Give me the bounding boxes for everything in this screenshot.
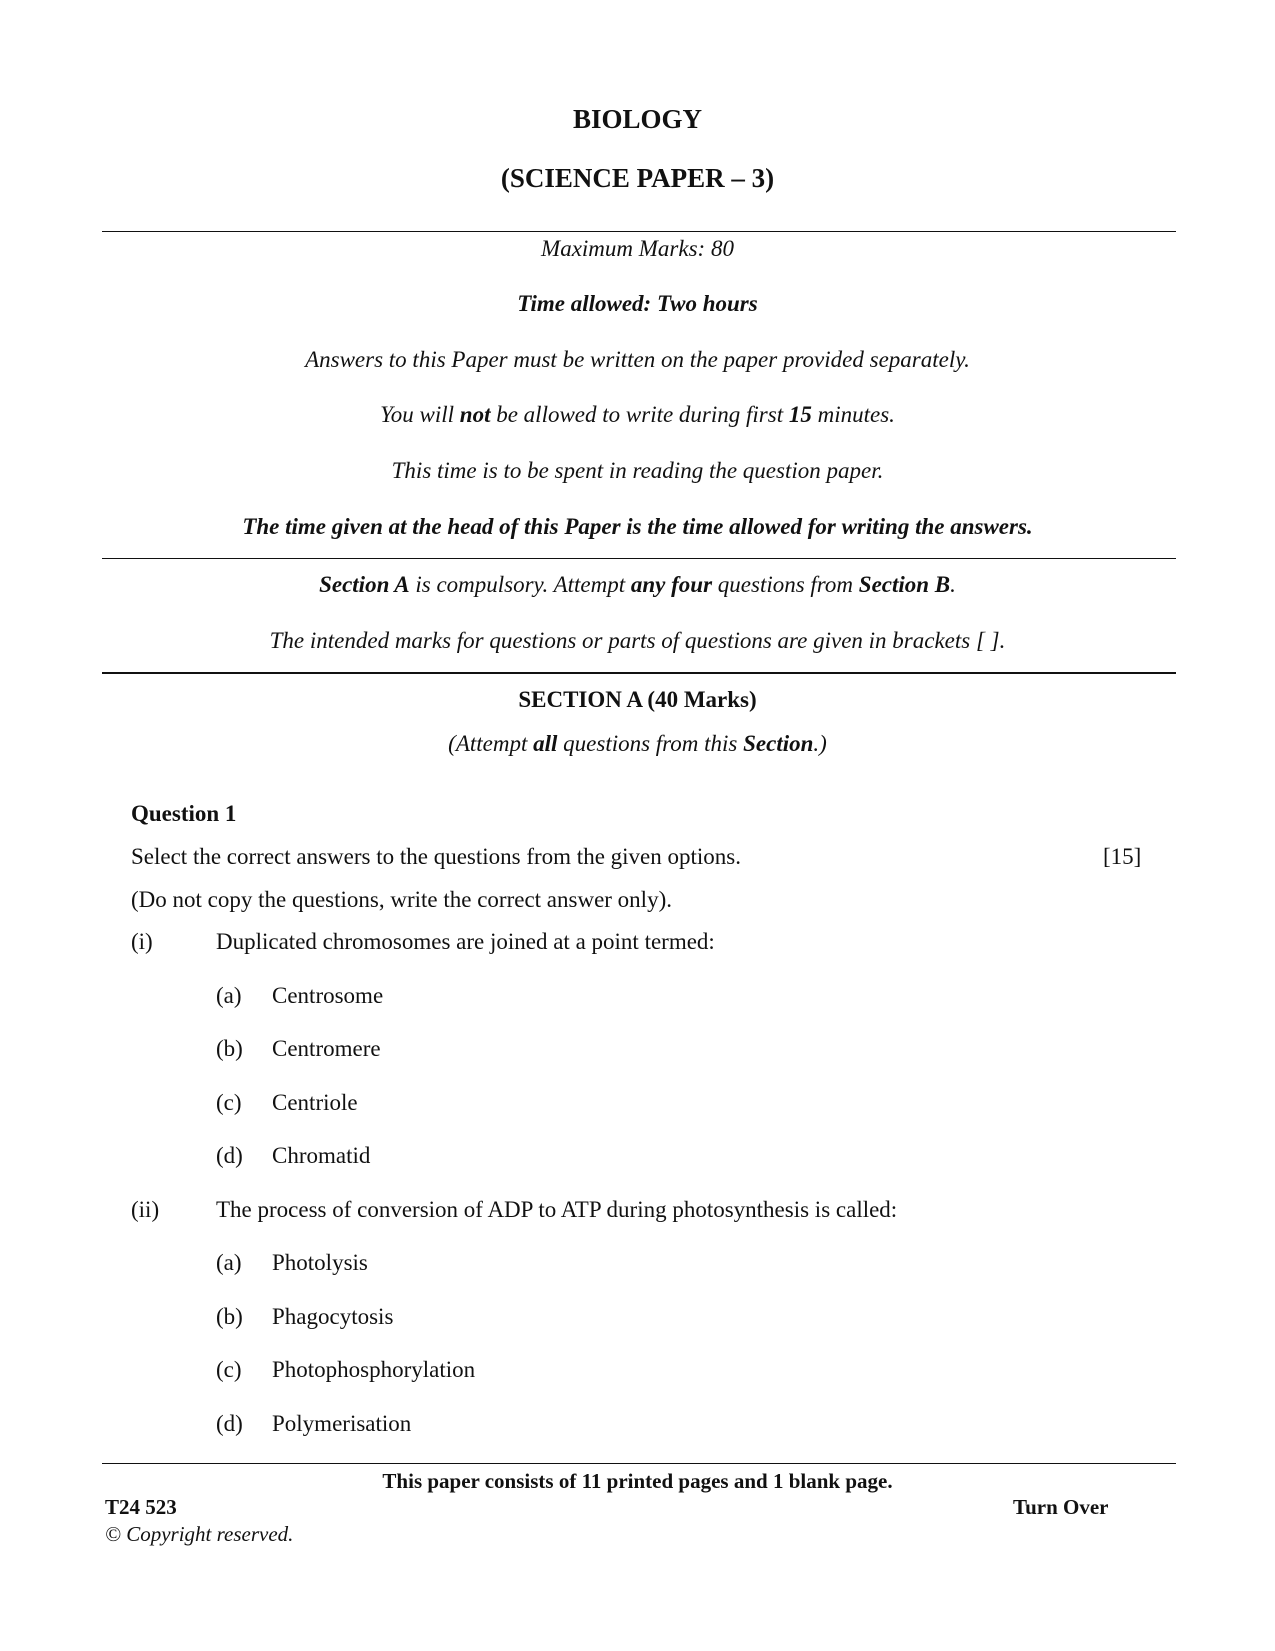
reading-note-emphasis: 15: [788, 402, 812, 427]
turn-over: Turn Over: [1013, 1495, 1109, 1519]
option-text: Centromere: [272, 1036, 381, 1061]
question-title: Question 1: [131, 801, 237, 826]
section-a-sub-emphasis: Section: [743, 731, 814, 756]
section-a-sub-part: questions from this: [557, 731, 744, 756]
question-note: (Do not copy the questions, write the correct answer only).: [131, 887, 672, 912]
option-label: (b): [216, 1036, 243, 1061]
option-text: Photophosphorylation: [272, 1357, 476, 1382]
option-text: Centriole: [272, 1090, 358, 1115]
divider: [102, 231, 1176, 232]
section-a-sub-part: (Attempt: [448, 731, 534, 756]
sections-note-part: questions from: [712, 572, 859, 597]
section-a-heading: SECTION A (40 Marks): [518, 687, 757, 712]
sections-note-part: is compulsory. Attempt: [409, 572, 631, 597]
reading-note-part: You will: [380, 402, 460, 427]
part-number: (ii): [131, 1197, 160, 1222]
time-allowed: Time allowed: Two hours: [517, 291, 758, 316]
option-text: Chromatid: [272, 1143, 371, 1168]
section-a-sub-part: .): [813, 731, 827, 756]
option-label: (d): [216, 1143, 243, 1168]
max-marks: Maximum Marks: 80: [541, 236, 734, 261]
paper-code: T24 523: [105, 1495, 177, 1519]
option-label: (d): [216, 1411, 243, 1436]
question-intro: Select the correct answers to the questions from the given options.: [131, 844, 741, 869]
option-label: (c): [216, 1090, 242, 1115]
reading-note: [0, 402, 1275, 428]
option-label: (a): [216, 1250, 242, 1275]
option-text: Phagocytosis: [272, 1304, 394, 1329]
option-label: (c): [216, 1357, 242, 1382]
marks-note: The intended marks for questions or parts of questions are given in brackets [ ].: [269, 628, 1006, 653]
sections-note: [0, 572, 1275, 598]
copyright: © Copyright reserved.: [105, 1522, 294, 1546]
reading-note-emphasis: not: [459, 402, 491, 427]
answers-note: Answers to this Paper must be written on the paper provided separately.: [305, 347, 970, 372]
divider: [102, 1463, 1176, 1464]
reading-note-part: be allowed to write during first: [490, 402, 789, 427]
question-marks: [15]: [1103, 844, 1142, 869]
part-number: (i): [131, 929, 153, 954]
reading-note-part: minutes.: [811, 402, 895, 427]
paper-title: (SCIENCE PAPER – 3): [500, 163, 775, 193]
pages-note: This paper consists of 11 printed pages and 1 blank page.: [382, 1469, 893, 1493]
section-a-sub-emphasis: all: [533, 731, 558, 756]
subject-title: BIOLOGY: [572, 104, 703, 134]
sections-note-part: .: [950, 572, 956, 597]
time-given-note: The time given at the head of this Paper is the time allowed for writing the answers.: [242, 514, 1033, 539]
option-label: (a): [216, 983, 242, 1008]
divider: [102, 558, 1176, 559]
sections-note-emphasis: Section B: [858, 572, 951, 597]
option-text: Photolysis: [272, 1250, 368, 1275]
sections-note-emphasis: Section A: [319, 572, 410, 597]
option-label: (b): [216, 1304, 243, 1329]
divider: [102, 672, 1176, 674]
section-a-subheading: [0, 731, 1275, 757]
sections-note-emphasis: any four: [630, 572, 713, 597]
part-question: Duplicated chromosomes are joined at a point termed:: [216, 929, 715, 954]
reading-time-note: This time is to be spent in reading the question paper.: [391, 458, 884, 483]
option-text: Polymerisation: [272, 1411, 412, 1436]
option-text: Centrosome: [272, 983, 384, 1008]
part-question: The process of conversion of ADP to ATP during photosynthesis is called:: [216, 1197, 898, 1222]
